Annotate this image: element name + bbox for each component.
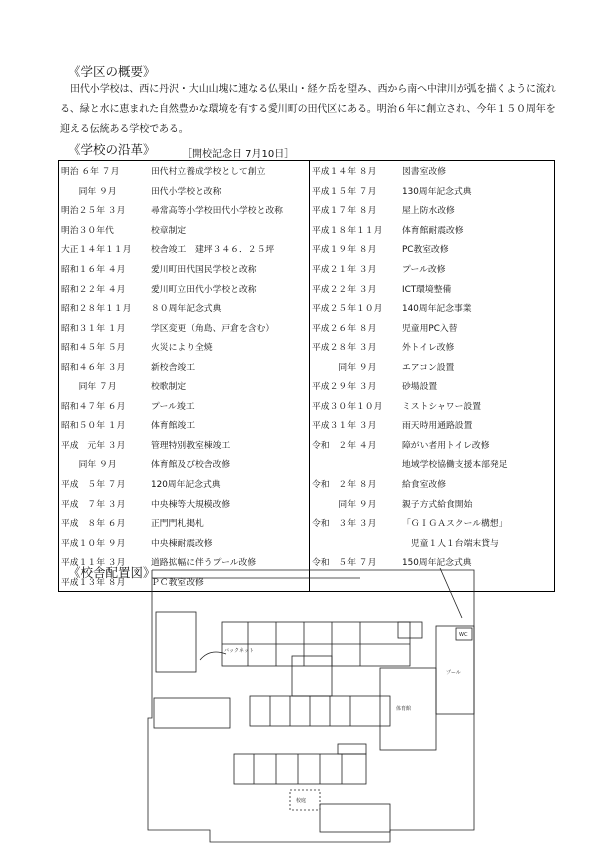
history-date [310,454,401,474]
history-event: 管理特別教室棟竣工 [149,435,310,455]
history-row [59,396,555,416]
history-row [59,259,555,279]
history-date: 令和 ２年 ４月 [312,440,377,451]
history-date: 同年 ９月 [61,460,117,471]
map-label-pool: プール [446,670,461,676]
history-date: 明治 ６年 ７月 [61,167,120,178]
history-row [59,513,555,533]
history-date [310,532,401,552]
map-label-playground: 校庭 [296,798,307,804]
history-event: 地域学校協働支援本部発足 [402,460,508,471]
history-date: 平成１３年 ８月 [61,577,126,588]
history-date: 明治３０年代 [61,225,114,236]
history-date: 昭和５０年 １月 [61,421,126,432]
history-event: 田代村立養成学校として創立 [149,161,310,181]
section-title-history: 《学校の沿革》 [68,142,156,157]
history-date: 平成 元年 ３月 [61,440,126,451]
map-label-wc: WC [459,632,468,638]
history-event: 砂場設置 [402,382,438,393]
history-event: 中央棟等大規模改修 [149,493,310,513]
history-event: 愛川町立田代小学校と改称 [149,278,310,298]
history-event: 雨天時用通路設置 [402,421,473,432]
history-event: ＰＣ教室改修 [149,571,310,591]
history-row [59,435,555,455]
history-date: 明治２５年 ３月 [61,206,126,217]
section-title-overview: 《学区の概要》 [68,64,156,79]
history-row [59,415,555,435]
history-event: 外トイレ改修 [402,343,455,354]
history-event: ８０周年記念式典 [149,298,310,318]
history-event: 火災により全焼 [149,337,310,357]
history-date: 昭和２２年 ４月 [61,284,126,295]
founding-day: ［開校記念日 7月10日］ [182,149,295,160]
history-date: 平成 ８年 ６月 [61,519,126,530]
history-row [59,376,555,396]
history-event: 新校舎竣工 [149,356,310,376]
history-event: PC教室改修 [402,245,449,256]
map-label-gym: 体育館 [396,706,412,712]
history-date: 平成２８年 ３月 [312,343,377,354]
history-date: 昭和３１年 １月 [61,323,126,334]
history-row [59,317,555,337]
history-date: 同年 ９月 [312,499,377,510]
history-event: 150周年記念式典 [402,558,472,569]
history-row [59,454,555,474]
history-date: 平成２１年 ３月 [312,265,377,275]
history-date: 大正１４年１１月 [61,245,132,256]
history-event: 体育館及び校舎改修 [149,454,310,474]
history-date: 平成３０年１０月 [312,401,383,412]
history-event: ミストシャワー設置 [402,401,481,412]
history-event: 給食室改修 [402,480,446,491]
history-date: 平成１５年 ７月 [312,186,377,197]
history-event: 田代小学校と改称 [149,181,310,201]
history-row [59,220,555,240]
history-date: 平成１１年 ３月 [61,558,126,569]
history-row [59,181,555,201]
history-row [59,474,555,494]
history-row [59,356,555,376]
history-date: 平成２５年１０月 [312,304,383,315]
history-event: 児童１人１台端末貸与 [402,538,499,549]
history-event: 中央棟耐震改修 [149,532,310,552]
history-event: 屋上防水改修 [402,206,455,217]
history-event: ICT環境整備 [402,284,452,295]
history-event: プール竣工 [149,396,310,416]
school-layout-map [140,568,476,844]
history-date: 平成２９年 ３月 [312,382,377,393]
history-row [59,239,555,259]
history-event: 児童用PC入替 [402,323,458,334]
history-event: 体育館耐震改修 [402,225,464,236]
history-event: 尋常高等小学校田代小学校と改称 [149,200,310,220]
history-event: 図書室改修 [402,167,446,178]
history-date: 昭和２８年１１月 [61,304,132,315]
section-title-layout: 《校舎配置図》 [68,565,156,580]
history-event: 「ＧＩＧＡスクール構想」 [402,519,508,530]
history-event: エアコン設置 [402,362,455,373]
history-date: 平成１０年 ９月 [61,538,126,549]
history-event: 正門門札掲札 [149,513,310,533]
history-date: 平成 ７年 ３月 [61,499,126,510]
history-row [59,161,555,181]
history-date: 昭和４７年 ６月 [61,401,126,412]
history-event: 120周年記念式典 [149,474,310,494]
overview-paragraph: 田代小学校は、西に丹沢・大山山塊に連なる仏果山・経ケ岳を望み、西から南へ中津川が弧を描くように流れる、緑と水に恵まれた自然豊かな環境を有する愛川町の田代区にある。明治６年に創立され、今年１５０周年を迎える伝統ある学校である。 [60,84,556,135]
history-event: 愛川町田代国民学校と改称 [149,259,310,279]
history-date: 平成 ５年 ７月 [61,480,126,491]
history-event: 学区変更（角島、戸倉を含む） [149,317,310,337]
history-row [59,200,555,220]
history-date: 令和 ２年 ８月 [312,480,377,491]
history-event: 校舎竣工 建坪３４６．２５坪 [149,239,310,259]
history-date: 平成２２年 ３月 [312,284,377,295]
history-date: 平成３１年 ３月 [312,421,377,432]
history-date: 平成１９年 ８月 [312,245,377,256]
history-table [58,160,555,592]
map-label-backnet: バックネット [224,648,254,654]
history-event: 道路拡幅に伴うプール改修 [149,552,310,572]
history-date: 平成１７年 ８月 [312,206,377,217]
history-row [59,532,555,552]
history-row [59,337,555,357]
history-row [59,298,555,318]
history-event: 校章制定 [149,220,310,240]
history-date: 平成１４年 ８月 [312,167,377,178]
history-event: プール改修 [402,265,446,275]
history-date: 平成１８年１１月 [312,225,383,236]
history-row [59,493,555,513]
history-event: 親子方式給食開始 [402,499,473,510]
history-date: 同年 ７月 [61,382,117,393]
history-event: 140周年記念事業 [402,304,472,315]
history-event: 障がい者用トイレ改修 [402,440,490,451]
history-date: 令和 ５年 ７月 [312,558,377,569]
history-date: 同年 ９月 [61,186,117,197]
history-event: 体育館竣工 [149,415,310,435]
history-date: 平成２６年 ８月 [312,323,377,334]
history-date: 昭和１６年 ４月 [61,265,126,275]
history-date: 令和 ３年 ３月 [312,519,377,530]
history-date: 同年 ９月 [312,362,377,373]
history-date: 昭和４５年 ５月 [61,343,126,354]
history-event: 130周年記念式典 [402,186,472,197]
history-event: 校歌制定 [149,376,310,396]
history-date: 昭和４６年 ３月 [61,362,126,373]
history-row [59,278,555,298]
